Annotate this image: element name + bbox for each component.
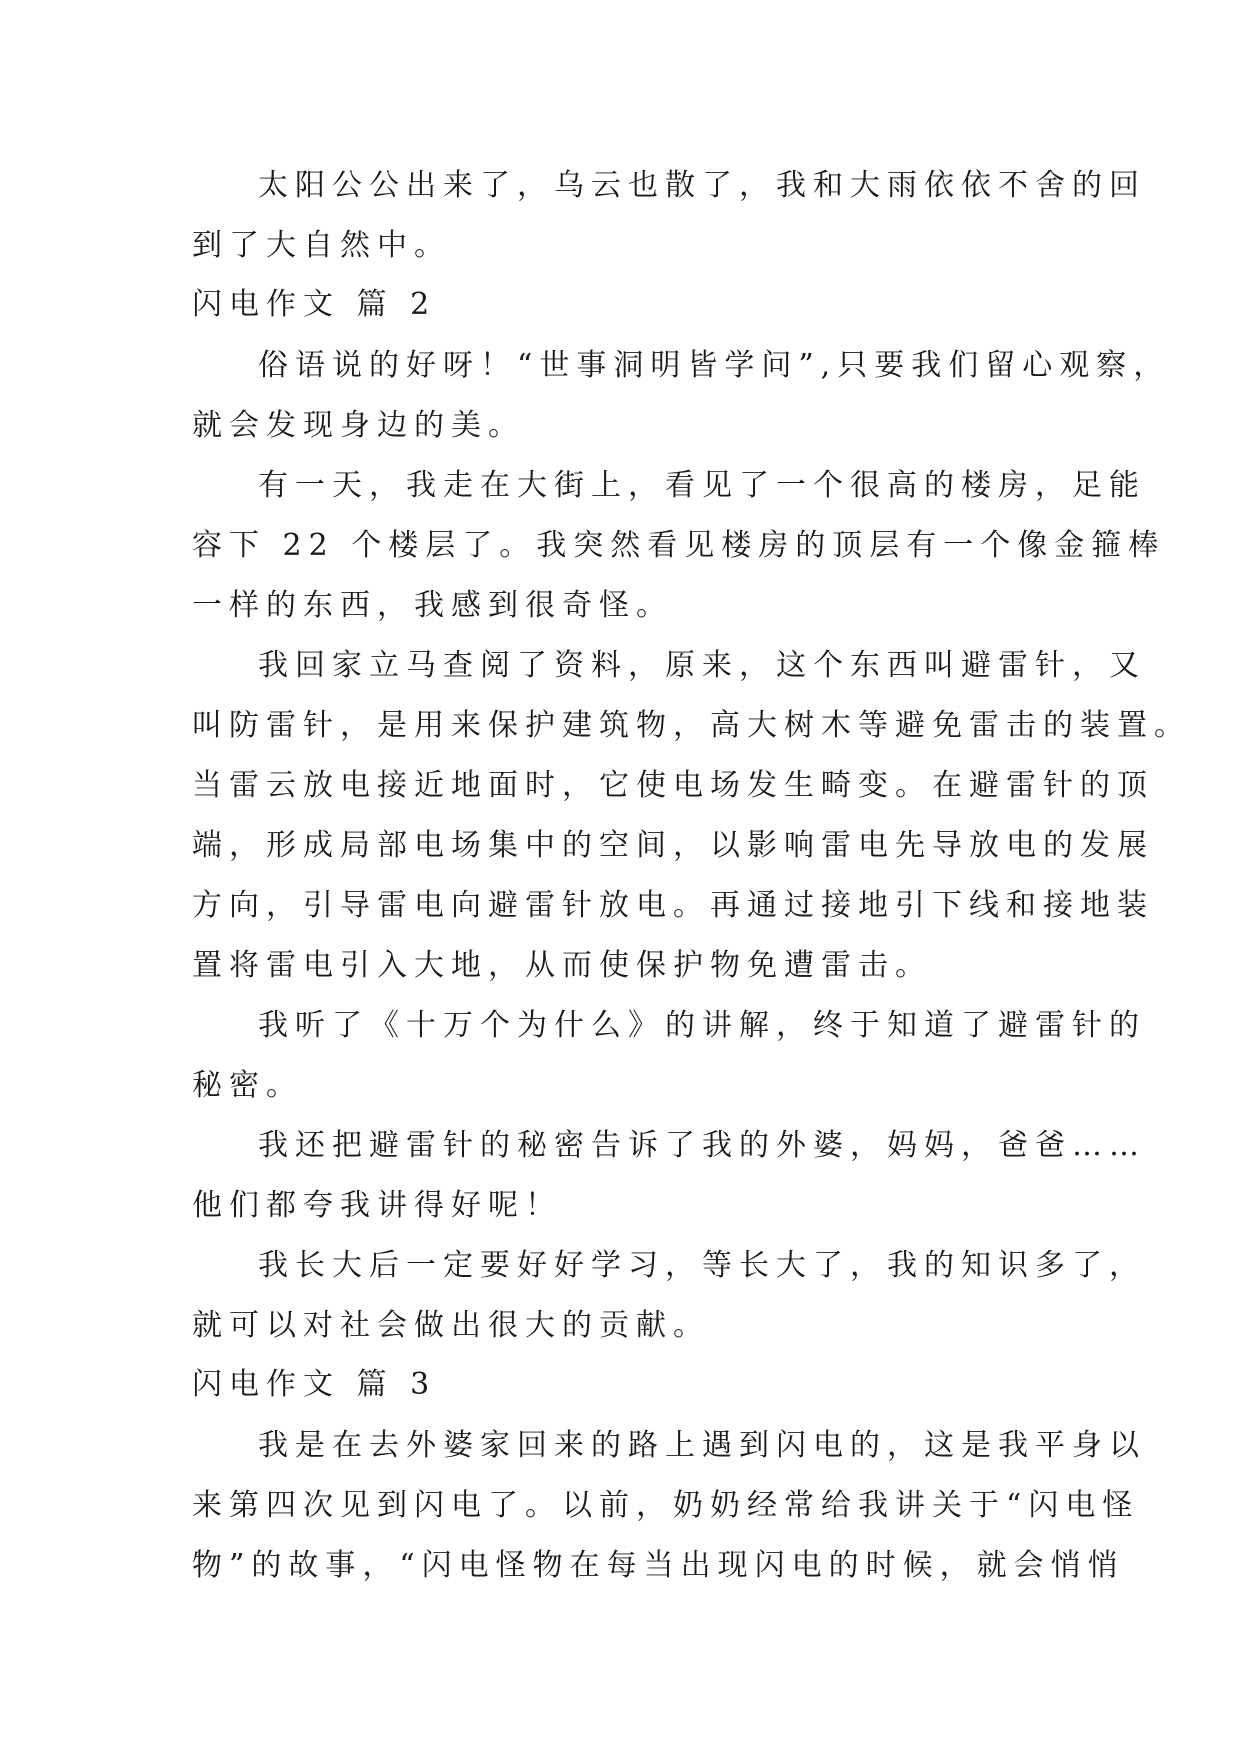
paragraph-line: 置将雷电引入大地，从而使保护物免遭雷击。 (192, 948, 932, 983)
paragraph-line: 太阳公公出来了，乌云也散了，我和大雨依依不舍的回 (258, 168, 1146, 203)
paragraph-line: 我还把避雷针的秘密告诉了我的外婆，妈妈，爸爸…… (258, 1128, 1146, 1163)
paragraph-line: 方向，引导雷电向避雷针放电。再通过接地引下线和接地装 (192, 888, 1154, 923)
paragraph-line: 物”的故事，“闪电怪物在每当出现闪电的时候，就会悄悄 (192, 1548, 1125, 1583)
paragraph-line: 端，形成局部电场集中的空间，以影响雷电先导放电的发展 (192, 828, 1154, 863)
paragraph-line: 一样的东西，我感到很奇怪。 (192, 588, 673, 623)
paragraph-line: 容下 22 个楼层了。我突然看见楼房的顶层有一个像金箍棒 (192, 528, 1166, 563)
paragraph-line: 来第四次见到闪电了。以前，奶奶经常给我讲关于“闪电怪 (192, 1488, 1140, 1523)
paragraph-line: 就会发现身边的美。 (192, 408, 525, 443)
paragraph-line: 他们都夸我讲得好呢！ (192, 1188, 562, 1223)
paragraph-line: 到了大自然中。 (192, 228, 451, 263)
paragraph-line: 我回家立马查阅了资料，原来，这个东西叫避雷针，又 (258, 648, 1146, 683)
paragraph-line: 我长大后一定要好好学习，等长大了，我的知识多了， (258, 1248, 1146, 1283)
paragraph-line: 有一天，我走在大街上，看见了一个很高的楼房，足能 (258, 468, 1146, 503)
paragraph-line: 就可以对社会做出很大的贡献。 (192, 1308, 710, 1343)
paragraph-line: 秘密。 (192, 1068, 303, 1103)
section-heading: 闪电作文 篇 2 (192, 287, 437, 322)
section-heading: 闪电作文 篇 3 (192, 1367, 437, 1402)
paragraph-line: 叫防雷针，是用来保护建筑物，高大树木等避免雷击的装置。 (192, 708, 1191, 743)
paragraph-line: 我听了《十万个为什么》的讲解，终于知道了避雷针的 (258, 1008, 1146, 1043)
paragraph-line: 当雷云放电接近地面时，它使电场发生畸变。在避雷针的顶 (192, 768, 1154, 803)
paragraph-line: 俗语说的好呀！“世事洞明皆学问”,只要我们留心观察， (258, 348, 1171, 383)
paragraph-line: 我是在去外婆家回来的路上遇到闪电的，这是我平身以 (258, 1428, 1146, 1463)
